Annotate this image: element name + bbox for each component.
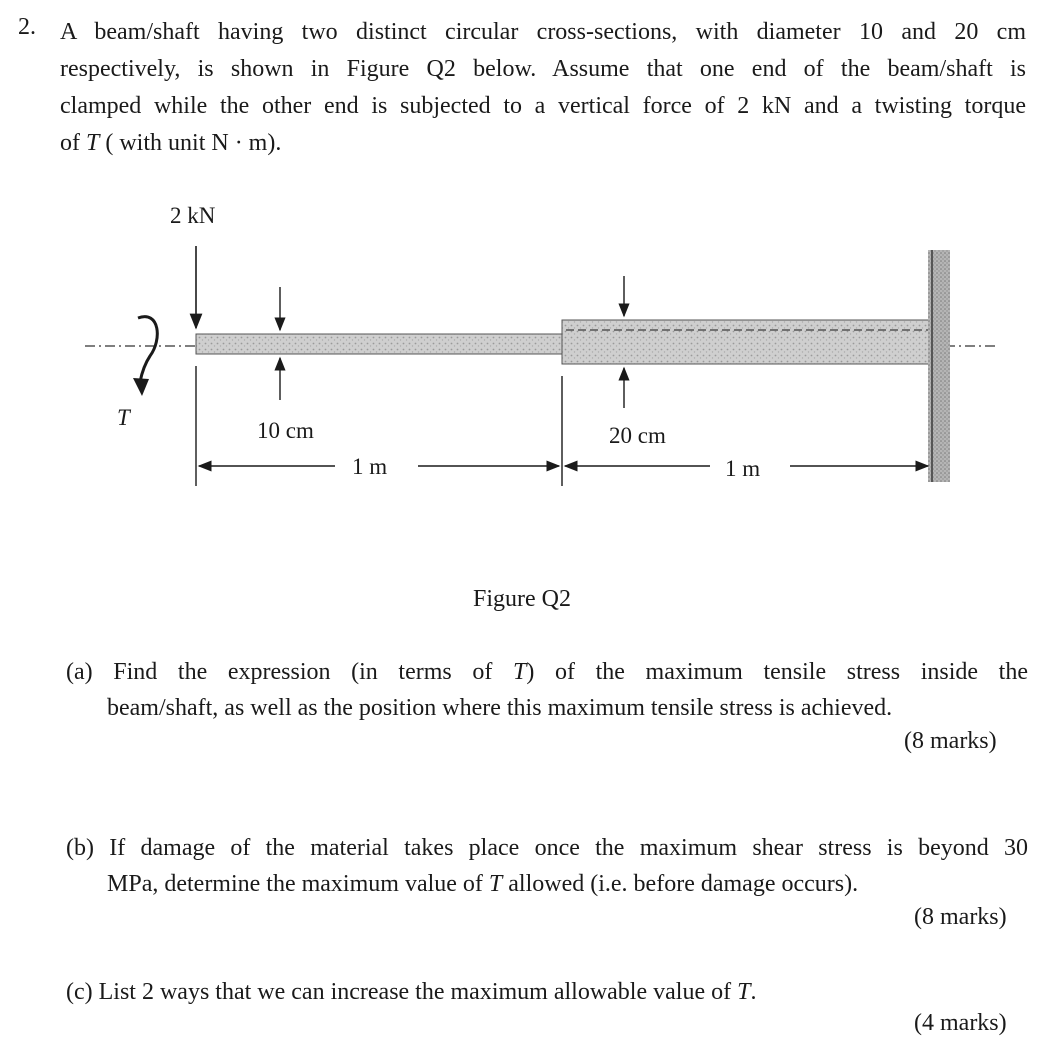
small-diameter-label: 10 cm — [257, 418, 314, 443]
figure-caption: Figure Q2 — [473, 586, 571, 612]
part-c-line-1 — [66, 974, 756, 1010]
torque-arrow — [138, 317, 157, 382]
right-length-label: 1 m — [725, 456, 761, 481]
intro-line-4-post: ( with unit N · m). — [99, 130, 282, 156]
part-b-line-1: (b) If damage of the material takes place once the maximum shear stress is beyond 30 — [66, 835, 1028, 861]
part-a-line-2: beam/shaft, as well as the position where this maximum tensile stress is achieved. — [107, 695, 893, 721]
torque-arrow-head — [133, 378, 149, 396]
part-a-torque-variable: T — [512, 659, 527, 685]
part-b-line-2-post: allowed (i.e. before damage occurs). — [502, 871, 859, 897]
part-a-line-1-post: ) of the maximum tensile stress inside the — [526, 659, 1028, 685]
intro-line-4 — [60, 125, 1026, 162]
intro-line-4-pre: of — [60, 130, 86, 156]
left-length-label: 1 m — [352, 454, 388, 479]
part-b-torque-variable: T — [488, 871, 503, 897]
intro-line-3: clamped while the other end is subjected to a vertical force of 2 kN and a twisting torque — [60, 93, 1026, 119]
part-a — [66, 654, 1028, 726]
small-shaft-segment — [196, 334, 562, 354]
part-a-line-1 — [66, 654, 1028, 690]
large-shaft-segment — [562, 320, 934, 364]
part-c — [66, 974, 756, 1010]
part-a-line-1-pre: (a) Find the expression (in terms of — [66, 659, 513, 685]
figure-q2-diagram — [0, 190, 1044, 490]
part-c-line-1-post: . — [750, 979, 757, 1005]
part-b — [66, 830, 1028, 902]
part-c-line-1-pre: (c) List 2 ways that we can increase the maximum allowable value of — [66, 979, 738, 1005]
question-intro — [60, 14, 1026, 162]
question-number: 2. — [18, 14, 36, 40]
part-c-torque-variable: T — [737, 979, 751, 1005]
part-b-line-2 — [66, 866, 1028, 902]
part-a-marks: (8 marks) — [904, 728, 997, 754]
part-c-marks: (4 marks) — [914, 1010, 1007, 1036]
intro-line-2: respectively, is shown in Figure Q2 below. Assume that one end of the beam/shaft is — [60, 56, 1026, 82]
intro-torque-variable: T — [86, 130, 100, 156]
part-b-marks: (8 marks) — [914, 904, 1007, 930]
large-diameter-label: 20 cm — [609, 423, 666, 448]
torque-label: T — [117, 405, 130, 430]
force-label: 2 kN — [170, 203, 216, 228]
part-b-line-2-pre: MPa, determine the maximum value of — [107, 871, 489, 897]
intro-line-1: A beam/shaft having two distinct circular cross-sections, with diameter 10 and 20 cm — [60, 19, 1026, 45]
